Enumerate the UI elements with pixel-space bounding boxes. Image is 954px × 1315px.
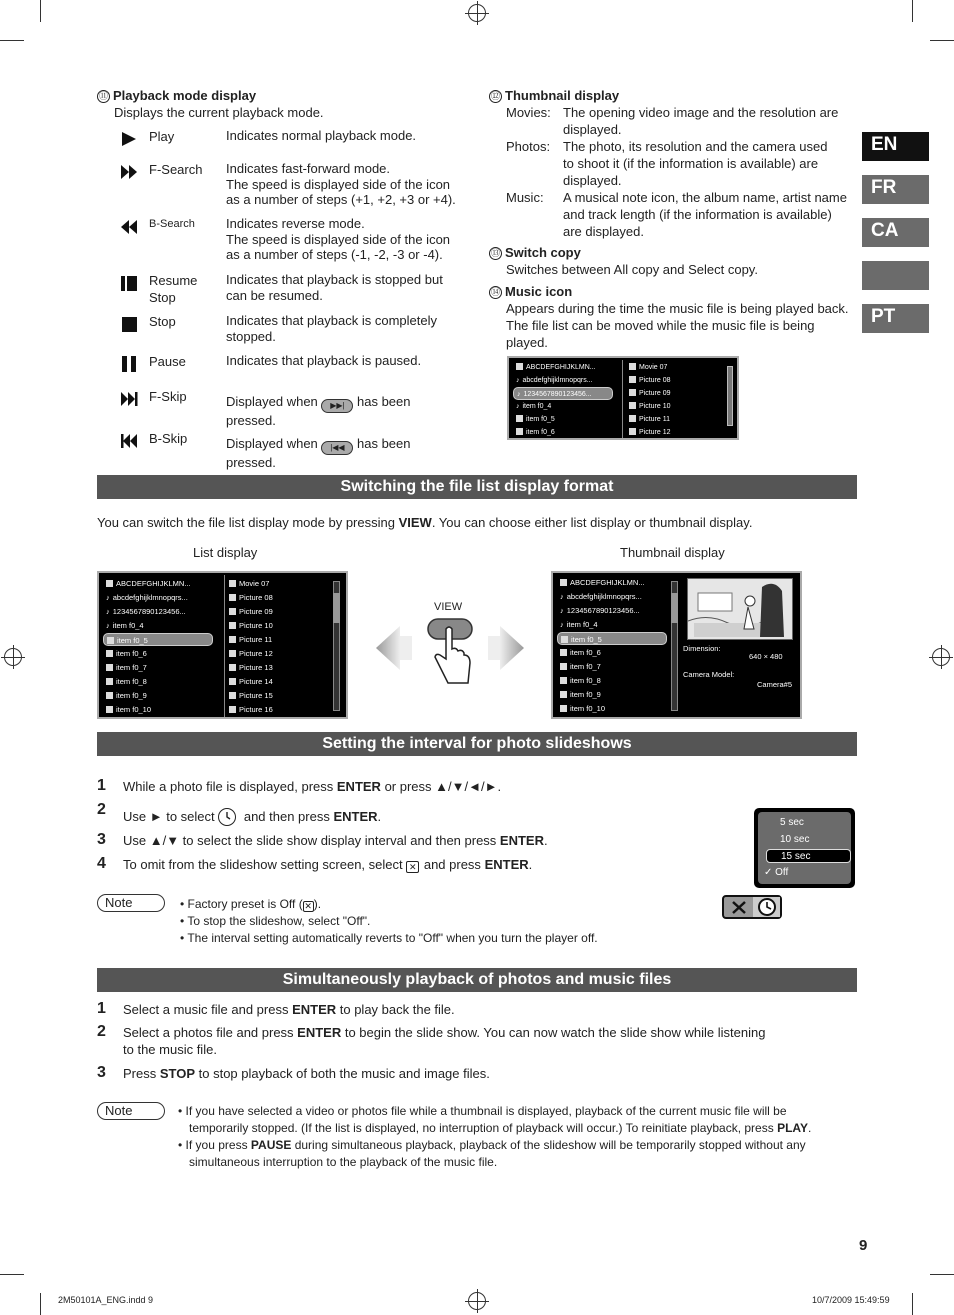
file-list-item[interactable]: item f0_8 (557, 674, 667, 687)
picture-icon (229, 580, 236, 587)
file-list-item[interactable]: ♪ item f0_4 (516, 403, 552, 410)
arrow-right-icon (486, 620, 526, 676)
music-note-icon: ♪ (560, 592, 564, 601)
folder-icon (106, 650, 113, 657)
scrollbar-thumb[interactable] (333, 593, 340, 623)
step-number: 4 (97, 855, 106, 872)
picture-icon (629, 389, 636, 396)
music-icon-desc-3: played. (506, 335, 548, 350)
skip-back-icon (120, 432, 138, 453)
music-note-icon: ♪ (516, 403, 520, 410)
picture-icon (229, 678, 236, 685)
folder-icon (560, 663, 567, 670)
slideshow-heading: Setting the interval for photo slideshows (97, 732, 857, 756)
switch-copy-heading: ⑬ Switch copy (490, 245, 581, 260)
mode-description: Displayed when |◀◀ has been pressed. (226, 436, 411, 470)
view-button[interactable] (424, 615, 476, 691)
file-list-item[interactable]: Picture 09 (229, 605, 273, 618)
step-number: 2 (97, 1023, 106, 1040)
step-text: Press STOP to stop playback of both the music and image files. (123, 1066, 490, 1081)
mode-description: Indicates normal playback mode. (226, 128, 417, 143)
thumbnail-item-text: displayed. (563, 173, 622, 188)
clock-icon (218, 808, 236, 826)
thumbnail-item-text: The photo, its resolution and the camera used (563, 139, 828, 154)
file-list-item[interactable]: Picture 11 (629, 413, 670, 426)
photo-thumbnail (687, 578, 793, 640)
file-list-item[interactable]: item f0_9 (103, 689, 213, 702)
thumbnail-display-label: Thumbnail display (620, 545, 725, 560)
picture-icon (629, 415, 636, 422)
arrow-left-icon (374, 620, 414, 676)
thumbnail-item-text: and track length (if the information is available) (563, 207, 832, 222)
footer-timestamp: 10/7/2009 15:49:59 (812, 1295, 890, 1305)
step-number: 1 (97, 1000, 106, 1017)
note-item: • If you press PAUSE during simultaneous playback, playback of the slideshow will be temporarily stopped without any (178, 1138, 806, 1152)
switching-intro: You can switch the file list display mode by pressing VIEW. You can choose either list display or thumbnail display. (97, 515, 753, 530)
step-text: Select a music file and press ENTER to play back the file. (123, 1002, 455, 1017)
music-note-icon: ♪ (560, 620, 564, 629)
file-list-item[interactable]: Picture 10 (629, 400, 671, 413)
folder-icon (106, 678, 113, 685)
picture-icon (229, 650, 236, 657)
slideshow-toggle-icon (722, 895, 782, 919)
registration-mark-icon (468, 4, 486, 22)
crop-mark (40, 1293, 41, 1315)
file-list-item[interactable]: item f0_5 (513, 413, 613, 426)
crop-mark (912, 1293, 913, 1315)
folder-icon (560, 579, 567, 586)
folder-icon (560, 677, 567, 684)
step-number: 1 (97, 777, 106, 794)
file-list-item[interactable]: item f0_10 (103, 703, 213, 716)
registration-mark-icon (468, 1292, 486, 1310)
mode-name: Play (149, 129, 175, 144)
list-display-screen (97, 571, 348, 719)
file-list-item[interactable]: Picture 08 (229, 591, 273, 604)
file-list-item[interactable]: item f0_6 (513, 426, 613, 439)
mode-description: Indicates that playback is stopped but can be resumed. (226, 272, 443, 303)
stop-icon (120, 315, 138, 336)
fast-forward-icon (120, 163, 138, 184)
file-list-item[interactable]: item f0_8 (103, 675, 213, 688)
picture-icon (229, 706, 236, 713)
picture-icon (229, 594, 236, 601)
file-list-item[interactable]: ABCDEFGHIJKLMN... (557, 576, 667, 589)
file-list-item[interactable]: ♪ 1234567890123456... (106, 607, 186, 616)
note-item: • To stop the slideshow, select "Off". (180, 914, 371, 928)
camera-model-value: Camera#5 (757, 680, 793, 689)
interval-option[interactable]: 5 sec (780, 817, 804, 828)
file-list-item[interactable]: Picture 09 (629, 387, 671, 400)
mode-name: Pause (149, 354, 186, 369)
picture-icon (229, 692, 236, 699)
registration-mark-icon (932, 648, 950, 666)
thumbnail-item-text: A musical note icon, the album name, artist name (563, 190, 847, 205)
file-list-item[interactable]: item f0_10 (557, 702, 667, 715)
switch-copy-desc: Switches between All copy and Select copy. (506, 262, 758, 277)
file-list-item[interactable]: item f0_6 (103, 647, 213, 660)
interval-menu (754, 808, 855, 888)
skip-forward-icon (120, 390, 138, 411)
interval-option[interactable]: 15 sec (766, 849, 851, 863)
step-text: Use ► to select and then press ENTER. (123, 809, 382, 824)
close-icon: ✕ (406, 861, 419, 873)
folder-icon (106, 664, 113, 671)
playback-desc: Displays the current playback mode. (114, 105, 324, 120)
pause-icon (120, 355, 138, 376)
music-note-icon: ♪ (106, 593, 110, 602)
file-list-item[interactable]: ♪ 1234567890123456... (560, 606, 640, 615)
music-note-icon: ♪ (106, 607, 110, 616)
music-note-icon: ♪ (560, 606, 564, 615)
crop-mark (930, 1274, 954, 1275)
scrollbar[interactable] (727, 366, 733, 426)
lang-tab-en[interactable]: EN (862, 132, 929, 161)
folder-icon (516, 363, 523, 370)
note-item: • If you have selected a video or photos file while a thumbnail is displayed, playback of the current music file will be (178, 1104, 787, 1118)
mode-description: Indicates fast-forward mode. The speed is displayed side of the icon as a number of steps (+1, +2, +3 or +4). (226, 161, 456, 207)
camera-model-label: Camera Model: (683, 670, 735, 679)
file-list-item[interactable]: ♪ item f0_4 (106, 621, 144, 630)
file-list-item[interactable]: item f0_9 (557, 688, 667, 701)
folder-icon (516, 428, 523, 435)
file-list-item[interactable]: Picture 13 (229, 661, 273, 674)
folder-icon (516, 415, 523, 422)
thumbnail-item-text: The opening video image and the resolution are (563, 105, 839, 120)
folder-icon (560, 649, 567, 656)
note-label: Note (97, 1102, 165, 1120)
prev-button-icon: |◀◀ (321, 441, 353, 455)
file-list-item[interactable]: Picture 16 (229, 703, 273, 716)
lang-tab-fr[interactable]: FR (862, 175, 929, 204)
thumbnail-item-text: are displayed. (563, 224, 644, 239)
music-note-icon: ♪ (106, 621, 110, 630)
rewind-icon (120, 218, 138, 239)
thumbnail-item-label: Movies: (506, 105, 551, 120)
lang-tab-pt[interactable]: PT (862, 304, 929, 333)
file-list-item[interactable]: item f0_6 (557, 646, 667, 659)
folder-icon (560, 691, 567, 698)
registration-mark-icon (4, 648, 22, 666)
picture-icon (629, 363, 636, 370)
file-list-item[interactable]: ♪ abcdefghijklmnopqrs... (516, 377, 593, 384)
file-list-item[interactable]: ♪ abcdefghijklmnopqrs... (106, 593, 188, 602)
crop-mark (912, 0, 913, 22)
mode-description: Indicates that playback is completely stopped. (226, 313, 437, 344)
thumbnail-item-label: Photos: (506, 139, 551, 154)
file-list-item[interactable]: ♪ item f0_4 (560, 620, 598, 629)
folder-icon (561, 636, 568, 643)
page-number: 9 (859, 1237, 868, 1254)
thumbnail-item-text: to shoot it (if the information is available) are (563, 156, 819, 171)
step-text: Use ▲/▼ to select the slide show display interval and then press ENTER. (123, 833, 548, 848)
file-list-item[interactable]: Picture 12 (629, 426, 671, 439)
mode-name: Resume Stop (149, 273, 198, 305)
thumbnail-item-text: displayed. (563, 122, 622, 137)
switching-heading: Switching the file list display format (97, 475, 857, 499)
resume-stop-icon (120, 274, 138, 295)
file-list-item[interactable]: ♪ abcdefghijklmnopqrs... (560, 592, 642, 601)
mode-name: Stop (149, 314, 176, 329)
file-list-item[interactable]: item f0_5 (103, 633, 213, 646)
music-icon-desc-2: The file list can be moved while the music file is being (506, 318, 815, 333)
mode-name: B-Search (149, 218, 195, 230)
lang-tab-blank[interactable] (862, 261, 929, 290)
dimension-value: 640 × 480 (749, 652, 783, 661)
mini-file-list-screen (507, 356, 739, 440)
playback-heading: ⑪ Playback mode display (98, 88, 257, 103)
file-list-item[interactable]: Picture 10 (229, 619, 273, 632)
music-note-icon: ♪ (517, 391, 521, 398)
note-item: • Factory preset is Off ( ✕ ). (180, 897, 322, 911)
step-number: 2 (97, 801, 106, 818)
file-list-item[interactable]: Picture 14 (229, 675, 273, 688)
picture-icon (629, 376, 636, 383)
thumbnail-display-screen (551, 571, 802, 719)
file-list-item[interactable]: item f0_7 (557, 660, 667, 673)
file-list-item[interactable]: Picture 15 (229, 689, 273, 702)
crop-mark (0, 1274, 24, 1275)
dimension-label: Dimension: (683, 644, 721, 653)
mode-name: F-Search (149, 162, 203, 177)
lang-tab-ca[interactable]: CA (862, 218, 929, 247)
picture-icon (229, 608, 236, 615)
simultaneous-heading: Simultaneously playback of photos and music files (97, 968, 857, 992)
step-number: 3 (97, 1064, 106, 1081)
step-text: While a photo file is displayed, press ENTER or press ▲/▼/◄/►. (123, 779, 502, 794)
next-button-icon: ▶▶| (321, 399, 353, 413)
file-list-item[interactable]: Picture 12 (229, 647, 273, 660)
mode-name: F-Skip (149, 389, 187, 404)
picture-icon (229, 664, 236, 671)
file-list-item[interactable]: ABCDEFGHIJKLMN... (103, 577, 213, 590)
crop-mark (0, 40, 24, 41)
step-text: To omit from the slideshow setting screen, select ✕ and press ENTER. (123, 857, 533, 872)
folder-icon (560, 705, 567, 712)
list-display-label: List display (193, 545, 258, 560)
music-icon-heading: ⑭ Music icon (490, 284, 573, 299)
folder-icon (106, 692, 113, 699)
music-note-icon: ♪ (516, 377, 520, 384)
note-item: • The interval setting automatically reverts to "Off" when you turn the player off. (180, 931, 598, 945)
file-list-item[interactable]: Picture 11 (229, 633, 272, 646)
folder-icon (107, 637, 114, 644)
crop-mark (40, 0, 41, 22)
music-icon-desc-1: Appears during the time the music file is being played back. (506, 301, 849, 316)
view-button-label: VIEW (434, 601, 463, 613)
picture-icon (629, 428, 636, 435)
step-number: 3 (97, 831, 106, 848)
thumbnail-item-label: Music: (506, 190, 544, 205)
footer-file-name: 2M50101A_ENG.indd 9 (58, 1295, 154, 1305)
play-icon (120, 130, 138, 151)
file-list-item[interactable]: item f0_7 (103, 661, 213, 674)
thumbnail-heading: ⑫ Thumbnail display (490, 88, 620, 103)
mode-description: Indicates that playback is paused. (226, 353, 422, 368)
picture-icon (629, 402, 636, 409)
slideshow-notes (180, 896, 598, 947)
interval-option[interactable]: ✓ Off (764, 866, 789, 878)
note-label: Note (97, 894, 165, 912)
picture-icon (229, 636, 236, 643)
file-list-item[interactable]: Picture 08 (629, 374, 671, 387)
step-text: Select a photos file and press ENTER to begin the slide show. You can now watch the slide show while listening to the music file. (123, 1025, 766, 1057)
file-list-item[interactable]: Movie 07 (229, 577, 269, 590)
mode-description: Indicates reverse mode. The speed is displayed side of the icon as a number of steps (-1, -2, -3 or -4). (226, 216, 451, 262)
close-icon: ✕ (304, 901, 312, 911)
mode-description: Displayed when ▶▶| has been pressed. (226, 394, 411, 428)
circled-number: ⑪ (98, 91, 108, 101)
file-list-item[interactable]: item f0_5 (557, 632, 667, 645)
file-list-item[interactable]: ABCDEFGHIJKLMN... (513, 361, 613, 374)
folder-icon (106, 706, 113, 713)
folder-icon (106, 580, 113, 587)
crop-mark (930, 40, 954, 41)
picture-icon (229, 622, 236, 629)
interval-option[interactable]: 10 sec (780, 833, 810, 845)
simultaneous-notes: • If you have selected a video or photos file while a thumbnail is displayed, playback of the current music file will be temporarily stopped. (If the list is displayed, no interruption of playback will occur.) To reinitiate playback, press PLAY. • If you press PAUSE during simultaneous playback, playback of the slideshow will be temporarily stopped without any simultaneous interruption to the playback of the music file. (178, 1103, 858, 1171)
mode-name: B-Skip (149, 431, 188, 446)
file-list-item[interactable]: Movie 07 (629, 361, 667, 374)
scrollbar-thumb[interactable] (671, 593, 678, 623)
file-list-item[interactable]: ♪ 1234567890123456... (513, 387, 613, 400)
